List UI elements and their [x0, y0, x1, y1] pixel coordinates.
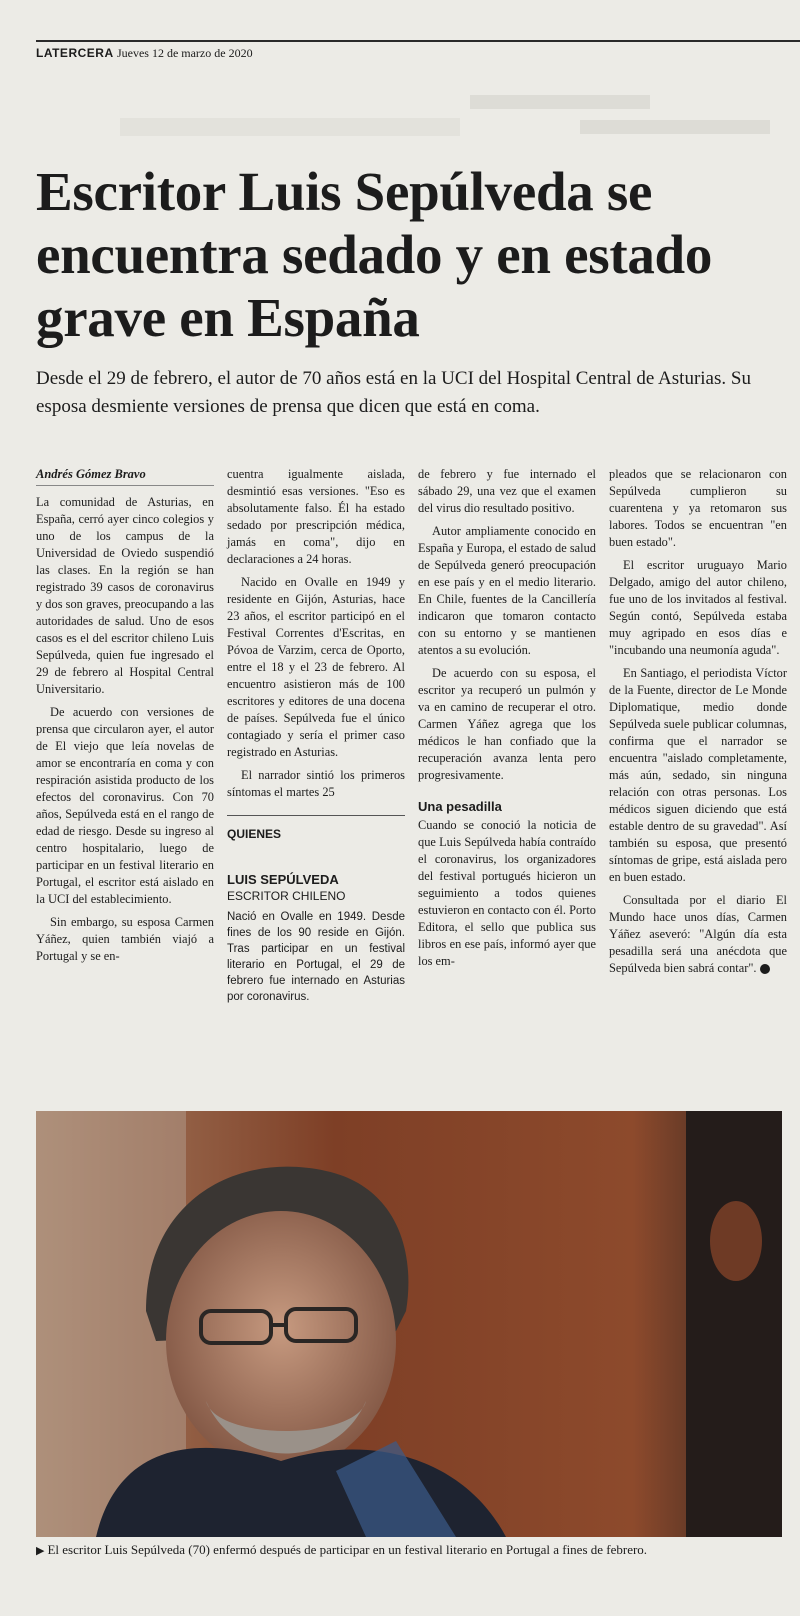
paragraph: cuentra igualmente aislada, desmintió esas versiones. "Eso es absolutamente falso. Él ha estado sedado por prescripción médica, jamás en coma", dijo en declaraciones a 24 horas.	[227, 467, 405, 566]
article-column-4	[609, 466, 787, 983]
paragraph: La comunidad de Asturias, en España, cerró ayer cinco colegios y uno de los campus de la Universidad de Oviedo suspendió las clases. En la región se han registrado 39 casos de coronavirus y dos son graves, preocupando a las autoridades de salud. Uno de esos casos es el del escritor chileno Luis Sepúlveda, quien fue ingresado el 29 de febrero al Hospital Central Universitario.	[36, 495, 214, 696]
closing-quote-text: Consultada por el diario El Mundo hace unos días, Carmen Yáñez aseveró: "Algún día esta pesadilla será una anécdota que Sepúlveda bien sabrá contar".	[609, 893, 787, 975]
paragraph: de febrero y fue internado el sábado 29, una vez que el examen del virus dio resultado positivo.	[418, 467, 596, 515]
headline: Escritor Luis Sepúlveda se encuentra sedado y en estado grave en España	[36, 161, 713, 348]
page-header	[36, 46, 253, 61]
end-mark-icon	[760, 964, 770, 974]
author-photo	[36, 1111, 782, 1537]
article-column-2	[227, 466, 405, 1005]
article-column-3	[418, 466, 596, 976]
dek: Desde el 29 de febrero, el autor de 70 años está en la UCI del Hospital Central de Asturias. Su esposa desmiente versiones de prensa que dicen que está en coma.	[36, 368, 751, 417]
paragraph: pleados que se relacionaron con Sepúlveda cumplieron su cuarentena y ya retomaron sus labores. Todos se encuentran "en buen estado".	[609, 467, 787, 549]
article-column-1	[36, 466, 214, 971]
show-through-artifact	[580, 120, 770, 134]
paragraph: Nacido en Ovalle en 1949 y residente en Gijón, Asturias, hace 23 años, el escritor participó en el Festival Correntes d'Escritas, en Póvoa de Varzim, cerca de Oporto, entre el 18 y el 23 de febrero. Al encuentro asistieron más de 100 escritores y editores de una docena de países. Sepúlveda fue el único contagiado y sería el primer caso registrado en Asturias.	[227, 575, 405, 759]
newspaper-brand: LATERCERA	[36, 46, 114, 60]
header-rule	[36, 40, 800, 42]
quienes-label: QUIENES	[227, 827, 282, 841]
photo-caption	[36, 1542, 786, 1558]
paragraph: De acuerdo con versiones de prensa que circularon ayer, el autor de El viejo que leía novelas de amor se encontraría en coma y con respiración asistida producto de los efectos del coronavirus. Con 70 años, Sepúlveda está en el rango de edad de riesgo. Desde su ingreso al centro hospitalario, luego de participar en un festival literario en Portugal, el escritor está aislado en la UCI del establecimiento.	[36, 705, 214, 906]
caption-text: El escritor Luis Sepúlveda (70) enfermó después de participar en un festival literario en Portugal a fines de febrero.	[47, 1542, 648, 1557]
show-through-artifact	[120, 118, 460, 136]
issue-date: Jueves 12 de marzo de 2020	[116, 46, 253, 60]
portrait-illustration	[36, 1111, 782, 1537]
byline: Andrés Gómez Bravo	[36, 466, 214, 486]
paragraph: Autor ampliamente conocido en España y Europa, el estado de salud de Sepúlveda generó preocupación en ese país y en el medio literario. En Chile, fuentes de la Cancillería indicaron que tomaron contacto con su entorno y se mantienen atentos a su evolución.	[418, 524, 596, 657]
paragraph: Cuando se conoció la noticia de que Luis Sepúlveda había contraído el coronavirus, los organizadores del festival portugués hicieron un seguimiento a todos quienes estuvieron en contacto con él. Porto Editora, el sello que publica sus libros en ese país, informó ayer que los em-	[418, 818, 596, 968]
paragraph: Sin embargo, su esposa Carmen Yáñez, quien también viajó a Portugal y se en-	[36, 915, 214, 963]
caption-arrow-icon: ▶	[36, 1545, 45, 1557]
paragraph: De acuerdo con su esposa, el escritor ya recuperó un pulmón y va en camino de recuperar el otro. Carmen Yáñez agrega que los médicos le han confiado que la recuperación avanza lenta pero progresivamente.	[418, 666, 596, 782]
paragraph: En Santiago, el periodista Víctor de la Fuente, director de Le Monde Diplomatique, medio donde Sepúlveda suele publicar columnas, confirma que el narrador se encuentra "aislado completamente, más aún, sedado, sin ninguna relación con otras personas. Los médicos siguen diciendo que está estable dentro de su gravedad". Así también su esposa, que presentó síntomas de gripe, está aislada pero en buen estado.	[609, 666, 787, 884]
subheading: Una pesadilla	[418, 799, 502, 814]
paragraph	[609, 892, 787, 977]
show-through-artifact	[470, 95, 650, 109]
profile-text: Nació en Ovalle en 1949. Desde fines de los 90 reside en Gijón. Tras participar en un festival literario en Portugal, el 29 de febrero fue internado en Asturias por coronavirus.	[227, 911, 405, 1003]
profile-role: ESCRITOR CHILENO	[227, 889, 346, 903]
profile-name: LUIS SEPÚLVEDA	[227, 872, 339, 887]
paragraph: El narrador sintió los primeros síntomas el martes 25	[227, 768, 405, 799]
paragraph: El escritor uruguayo Mario Delgado, amigo del autor chileno, fue uno de los invitados al festival. Según contó, Sepúlveda estaba muy agripado en esos días e "incubando una neumonía aguda".	[609, 558, 787, 657]
box-divider	[227, 815, 405, 816]
